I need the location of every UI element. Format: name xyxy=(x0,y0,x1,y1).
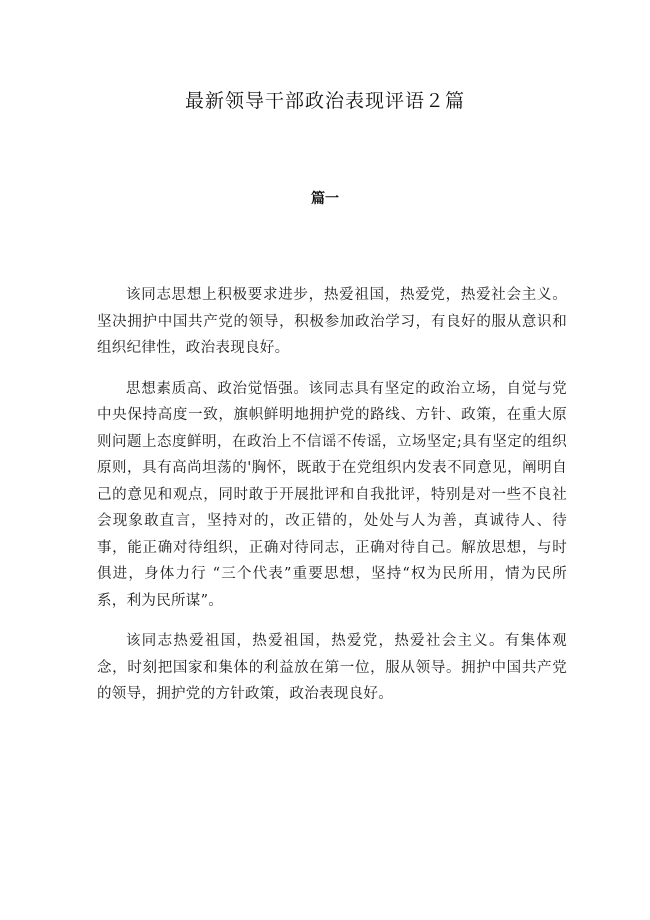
paragraph-1: 该同志思想上积极要求进步，热爱祖国，热爱党，热爱社会主义。坚决拥护中国共产党的领导，积极参加政治学习，有良好的服从意识和组织纪律性，政治表现良好。 xyxy=(97,287,567,356)
paragraph-3: 该同志热爱祖国，热爱祖国，热爱党，热爱社会主义。有集体观念，时刻把国家和集体的利益放在第一位，服从领导。拥护中国共产党的领导，拥护党的方针政策，政治表现良好。 xyxy=(97,633,567,702)
document-title: 最新领导干部政治表现评语２篇 xyxy=(184,90,465,112)
section-title: 篇一 xyxy=(311,191,339,207)
paragraph-2: 思想素质高、政治觉悟强。该同志具有坚定的政治立场，自觉与党中央保持高度一致，旗帜鲜明地拥护党的路线、方针、政策，在重大原则问题上态度鲜明，在政治上不信谣不传谣，立场坚定;具有坚定的组织原则，具有高尚坦荡的'胸怀，既敢于在党组织内发表不同意见，阐明自己的意见和观点，同时敢于开展批评和自我批评，特别是对一些不良社会现象敢直言，坚持对的，改正错的，处处与人为善，真诚待人、待事，能正确对待组织，正确对待同志，正确对待自己。解放思想，与时俱进，身体力行 “三个代表”重要思想，坚持“权为民所用，情为民所系，利为民所谋”。 xyxy=(97,380,567,609)
document-body xyxy=(97,282,567,722)
